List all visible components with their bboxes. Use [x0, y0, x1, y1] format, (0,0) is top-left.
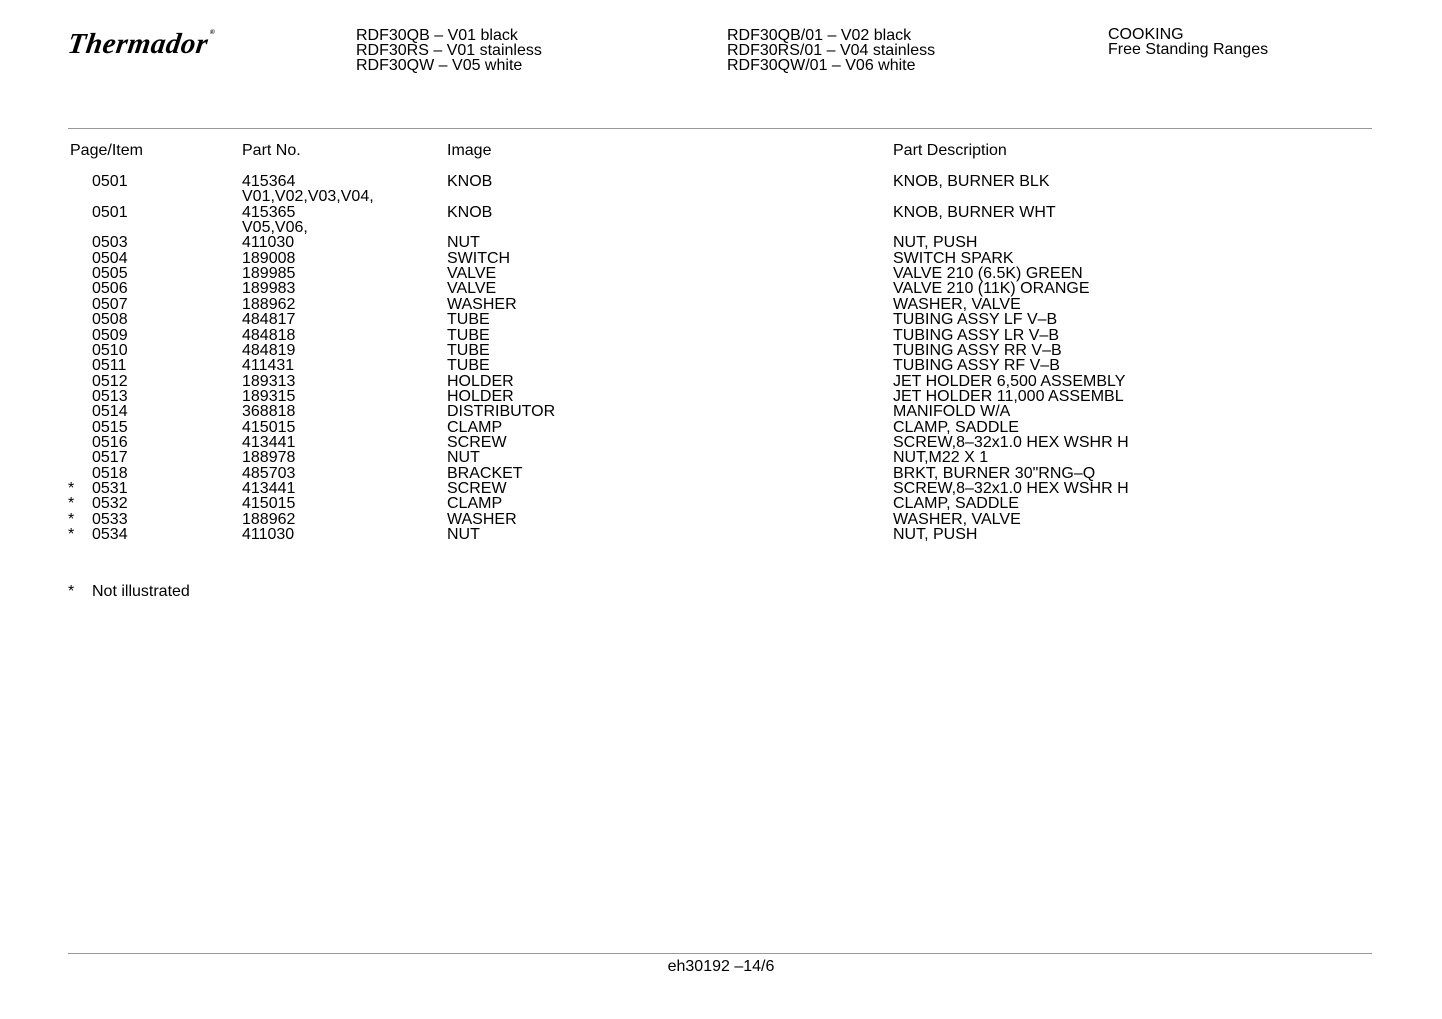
image-cell: BRACKET	[447, 464, 523, 482]
table-row	[0, 420, 1442, 436]
footnote-text: Not illustrated	[92, 583, 190, 600]
page-item-cell: 0517	[92, 449, 128, 467]
footnote-star: *	[68, 583, 75, 600]
table-row	[0, 174, 1442, 190]
page-item-cell: 0504	[92, 249, 128, 267]
description-cell: TUBING ASSY RF V–B	[893, 357, 1060, 375]
table-row	[0, 496, 1442, 512]
table-row	[0, 389, 1442, 405]
table-row	[0, 481, 1442, 497]
models-column-2	[727, 28, 935, 73]
description-cell: KNOB, BURNER BLK	[893, 173, 1050, 190]
category-subtitle: Free Standing Ranges	[1108, 41, 1269, 58]
table-row	[0, 189, 1442, 205]
image-cell: HOLDER	[447, 372, 514, 390]
image-cell: KNOB	[447, 173, 493, 190]
part-no-cell: 411030	[242, 526, 295, 544]
image-cell: VALVE	[447, 265, 497, 283]
part-no-cell: 189985	[242, 265, 296, 283]
part-no-cell: 484819	[242, 341, 296, 359]
part-no-cell: 189983	[242, 280, 296, 298]
description-cell: JET HOLDER 6,500 ASSEMBLY	[893, 372, 1126, 390]
description-cell: SCREW,8–32x1.0 HEX WSHR H	[893, 480, 1129, 497]
footnote	[0, 584, 1442, 600]
table-row	[0, 358, 1442, 374]
table-row	[0, 297, 1442, 313]
part-no-cell: 413441	[242, 480, 296, 497]
page-item-cell: 0533	[92, 510, 128, 528]
category-block	[1108, 27, 1268, 57]
model-line: RDF30QW/01 – V06 white	[727, 57, 916, 74]
model-line: RDF30QB/01 – V02 black	[727, 27, 912, 44]
description-cell: WASHER, VALVE	[893, 510, 1021, 528]
page-item-cell: 0501	[92, 203, 128, 221]
row-marker: *	[68, 510, 75, 528]
header-divider	[68, 128, 1372, 129]
part-no-cell: 485703	[242, 464, 296, 482]
page-footer	[0, 958, 1442, 976]
table-row	[0, 328, 1442, 344]
page-item-cell: 0510	[92, 341, 128, 359]
page-item-cell: 0501	[92, 173, 128, 190]
table-row	[0, 466, 1442, 482]
description-cell: TUBING ASSY LF V–B	[893, 311, 1058, 329]
image-cell: NUT	[447, 234, 480, 252]
brand-logo	[66, 28, 216, 61]
column-header-part-no: Part No.	[242, 142, 301, 159]
part-no-cell: 189008	[242, 249, 296, 267]
page-item-cell: 0515	[92, 418, 128, 436]
model-line: RDF30RS – V01 stainless	[356, 42, 542, 59]
part-no-cell: 484817	[242, 311, 296, 329]
part-no-cell: 188962	[242, 295, 296, 313]
table-row	[0, 450, 1442, 466]
part-no-cell: 188978	[242, 449, 296, 467]
description-cell: VALVE 210 (11K) ORANGE	[893, 280, 1090, 298]
image-cell: NUT	[447, 449, 480, 467]
part-no-cell: 415364	[242, 173, 296, 190]
description-cell: KNOB, BURNER WHT	[893, 203, 1056, 221]
table-row	[0, 343, 1442, 359]
footer-divider	[68, 953, 1372, 954]
description-cell: WASHER, VALVE	[893, 295, 1021, 313]
table-row	[0, 235, 1442, 251]
table-row	[0, 374, 1442, 390]
page-item-cell: 0508	[92, 311, 128, 329]
page-item-cell: 0506	[92, 280, 128, 298]
document-code: eh30192 –14/6	[667, 958, 775, 975]
image-cell: HOLDER	[447, 387, 514, 405]
image-cell: WASHER	[447, 510, 517, 528]
table-row	[0, 251, 1442, 267]
row-marker: *	[68, 480, 75, 497]
column-header-description: Part Description	[893, 142, 1007, 159]
part-no-cell: 411030	[242, 234, 295, 252]
column-header-image: Image	[447, 142, 492, 159]
image-cell: VALVE	[447, 280, 497, 298]
description-cell: BRKT, BURNER 30"RNG–Q	[893, 464, 1096, 482]
part-no-cell: V01,V02,V03,V04,	[242, 188, 374, 206]
part-no-cell: V05,V06,	[242, 219, 308, 237]
page-item-cell: 0531	[92, 480, 128, 497]
table-row	[0, 512, 1442, 528]
page-item-cell: 0505	[92, 265, 128, 283]
page-item-cell: 0532	[92, 495, 128, 513]
trademark-symbol: ®	[209, 28, 216, 36]
table-row	[0, 281, 1442, 297]
model-line: RDF30RS/01 – V04 stainless	[727, 42, 936, 59]
page-item-cell: 0509	[92, 326, 128, 344]
page-item-cell: 0518	[92, 464, 128, 482]
brand-logo-text: Thermador	[65, 28, 211, 60]
description-cell: VALVE 210 (6.5K) GREEN	[893, 265, 1083, 283]
model-line: RDF30QW – V05 white	[356, 57, 523, 74]
description-cell: TUBING ASSY LR V–B	[893, 326, 1059, 344]
image-cell: CLAMP	[447, 418, 503, 436]
table-header	[0, 143, 1442, 159]
page-item-cell: 0513	[92, 387, 128, 405]
part-no-cell: 415015	[242, 495, 296, 513]
image-cell: SWITCH	[447, 249, 511, 267]
table-row	[0, 435, 1442, 451]
description-cell: SWITCH SPARK	[893, 249, 1014, 267]
row-marker: *	[68, 526, 75, 544]
part-no-cell: 415365	[242, 203, 296, 221]
page-item-cell: 0516	[92, 433, 128, 451]
part-no-cell: 484818	[242, 326, 296, 344]
description-cell: NUT, PUSH	[893, 234, 978, 252]
page-item-cell: 0503	[92, 234, 128, 252]
description-cell: CLAMP, SADDLE	[893, 418, 1019, 436]
model-line: RDF30QB – V01 black	[356, 27, 518, 44]
image-cell: CLAMP	[447, 495, 503, 513]
part-no-cell: 368818	[242, 403, 296, 421]
part-no-cell: 189315	[242, 387, 296, 405]
part-no-cell: 415015	[242, 418, 296, 436]
description-cell: NUT,M22 X 1	[893, 449, 989, 467]
table-row	[0, 266, 1442, 282]
category-title: COOKING	[1108, 26, 1184, 43]
table-row	[0, 205, 1442, 221]
image-cell: TUBE	[447, 341, 490, 359]
page-item-cell: 0511	[92, 357, 127, 375]
description-cell: JET HOLDER 11,000 ASSEMBL	[893, 387, 1124, 405]
image-cell: SCREW	[447, 480, 507, 497]
image-cell: KNOB	[447, 203, 493, 221]
description-cell: TUBING ASSY RR V–B	[893, 341, 1062, 359]
image-cell: WASHER	[447, 295, 517, 313]
models-column-1	[356, 28, 542, 73]
part-no-cell: 411431	[242, 357, 295, 375]
image-cell: TUBE	[447, 357, 490, 375]
description-cell: NUT, PUSH	[893, 526, 978, 544]
table-row	[0, 527, 1442, 543]
part-no-cell: 413441	[242, 433, 296, 451]
image-cell: TUBE	[447, 311, 490, 329]
page-item-cell: 0514	[92, 403, 128, 421]
page-item-cell: 0534	[92, 526, 128, 544]
image-cell: TUBE	[447, 326, 490, 344]
description-cell: SCREW,8–32x1.0 HEX WSHR H	[893, 433, 1129, 451]
table-row	[0, 404, 1442, 420]
row-marker: *	[68, 495, 75, 513]
image-cell: DISTRIBUTOR	[447, 403, 556, 421]
table-row	[0, 312, 1442, 328]
image-cell: NUT	[447, 526, 480, 544]
description-cell: CLAMP, SADDLE	[893, 495, 1019, 513]
page-item-cell: 0507	[92, 295, 128, 313]
table-row	[0, 220, 1442, 236]
description-cell: MANIFOLD W/A	[893, 403, 1011, 421]
part-no-cell: 189313	[242, 372, 296, 390]
image-cell: SCREW	[447, 433, 507, 451]
page-item-cell: 0512	[92, 372, 128, 390]
column-header-page-item: Page/Item	[70, 142, 143, 159]
part-no-cell: 188962	[242, 510, 296, 528]
